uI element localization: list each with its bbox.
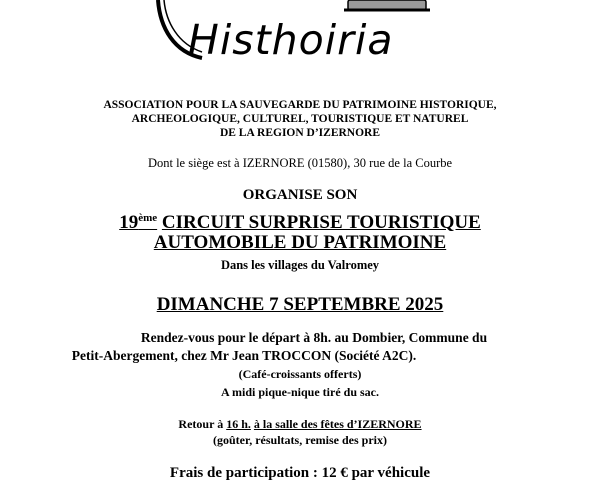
- event-date: DIMANCHE 7 SEPTEMBRE 2025: [156, 294, 444, 315]
- return-time: 16 h.: [226, 417, 251, 431]
- association-line-2: ARCHEOLOGIQUE, CULTUREL, TOURISTIQUE ET NATUREL: [131, 113, 469, 125]
- return-place: à la salle des fêtes d’IZERNORE: [253, 417, 422, 431]
- event-title-1: CIRCUIT SURPRISE TOURISTIQUE: [161, 212, 481, 233]
- meeting-line-2: Petit-Abergement, chez Mr Jean TROCCON (Société A2C).: [71, 348, 417, 363]
- organise-heading: ORGANISE SON: [242, 187, 358, 203]
- villages: Dans les villages du Valromey: [220, 258, 380, 272]
- meeting-line-1: Rendez-vous pour le départ à 8h. au Dombier, Commune du: [140, 330, 488, 345]
- edition-suffix: ème: [138, 212, 158, 224]
- seat-address: Dont le siège est à IZERNORE (01580), 30 rue de la Courbe: [147, 156, 453, 170]
- return-details: (goûter, résultats, remise des prix): [213, 433, 387, 447]
- fees: Frais de participation : 12 € par véhicule: [169, 465, 431, 481]
- return-prefix: Retour à: [178, 417, 224, 431]
- association-line-3: DE LA REGION D’IZERNORE: [219, 127, 381, 139]
- event-title-line-1: [0, 207, 600, 234]
- event-title-line-2: AUTOMOBILE DU PATRIMOINE: [153, 232, 447, 253]
- return-line: [0, 417, 600, 432]
- association-line-1: ASSOCIATION POUR LA SAUVEGARDE DU PATRIMOINE HISTORIQUE,: [103, 99, 497, 111]
- meeting-line-3: (Café-croissants offerts): [238, 367, 362, 381]
- meeting-line-4: A midi pique-nique tiré du sac.: [220, 385, 380, 399]
- edition-number: 19ème: [119, 212, 158, 233]
- logo-title: Histhoiria: [188, 16, 394, 64]
